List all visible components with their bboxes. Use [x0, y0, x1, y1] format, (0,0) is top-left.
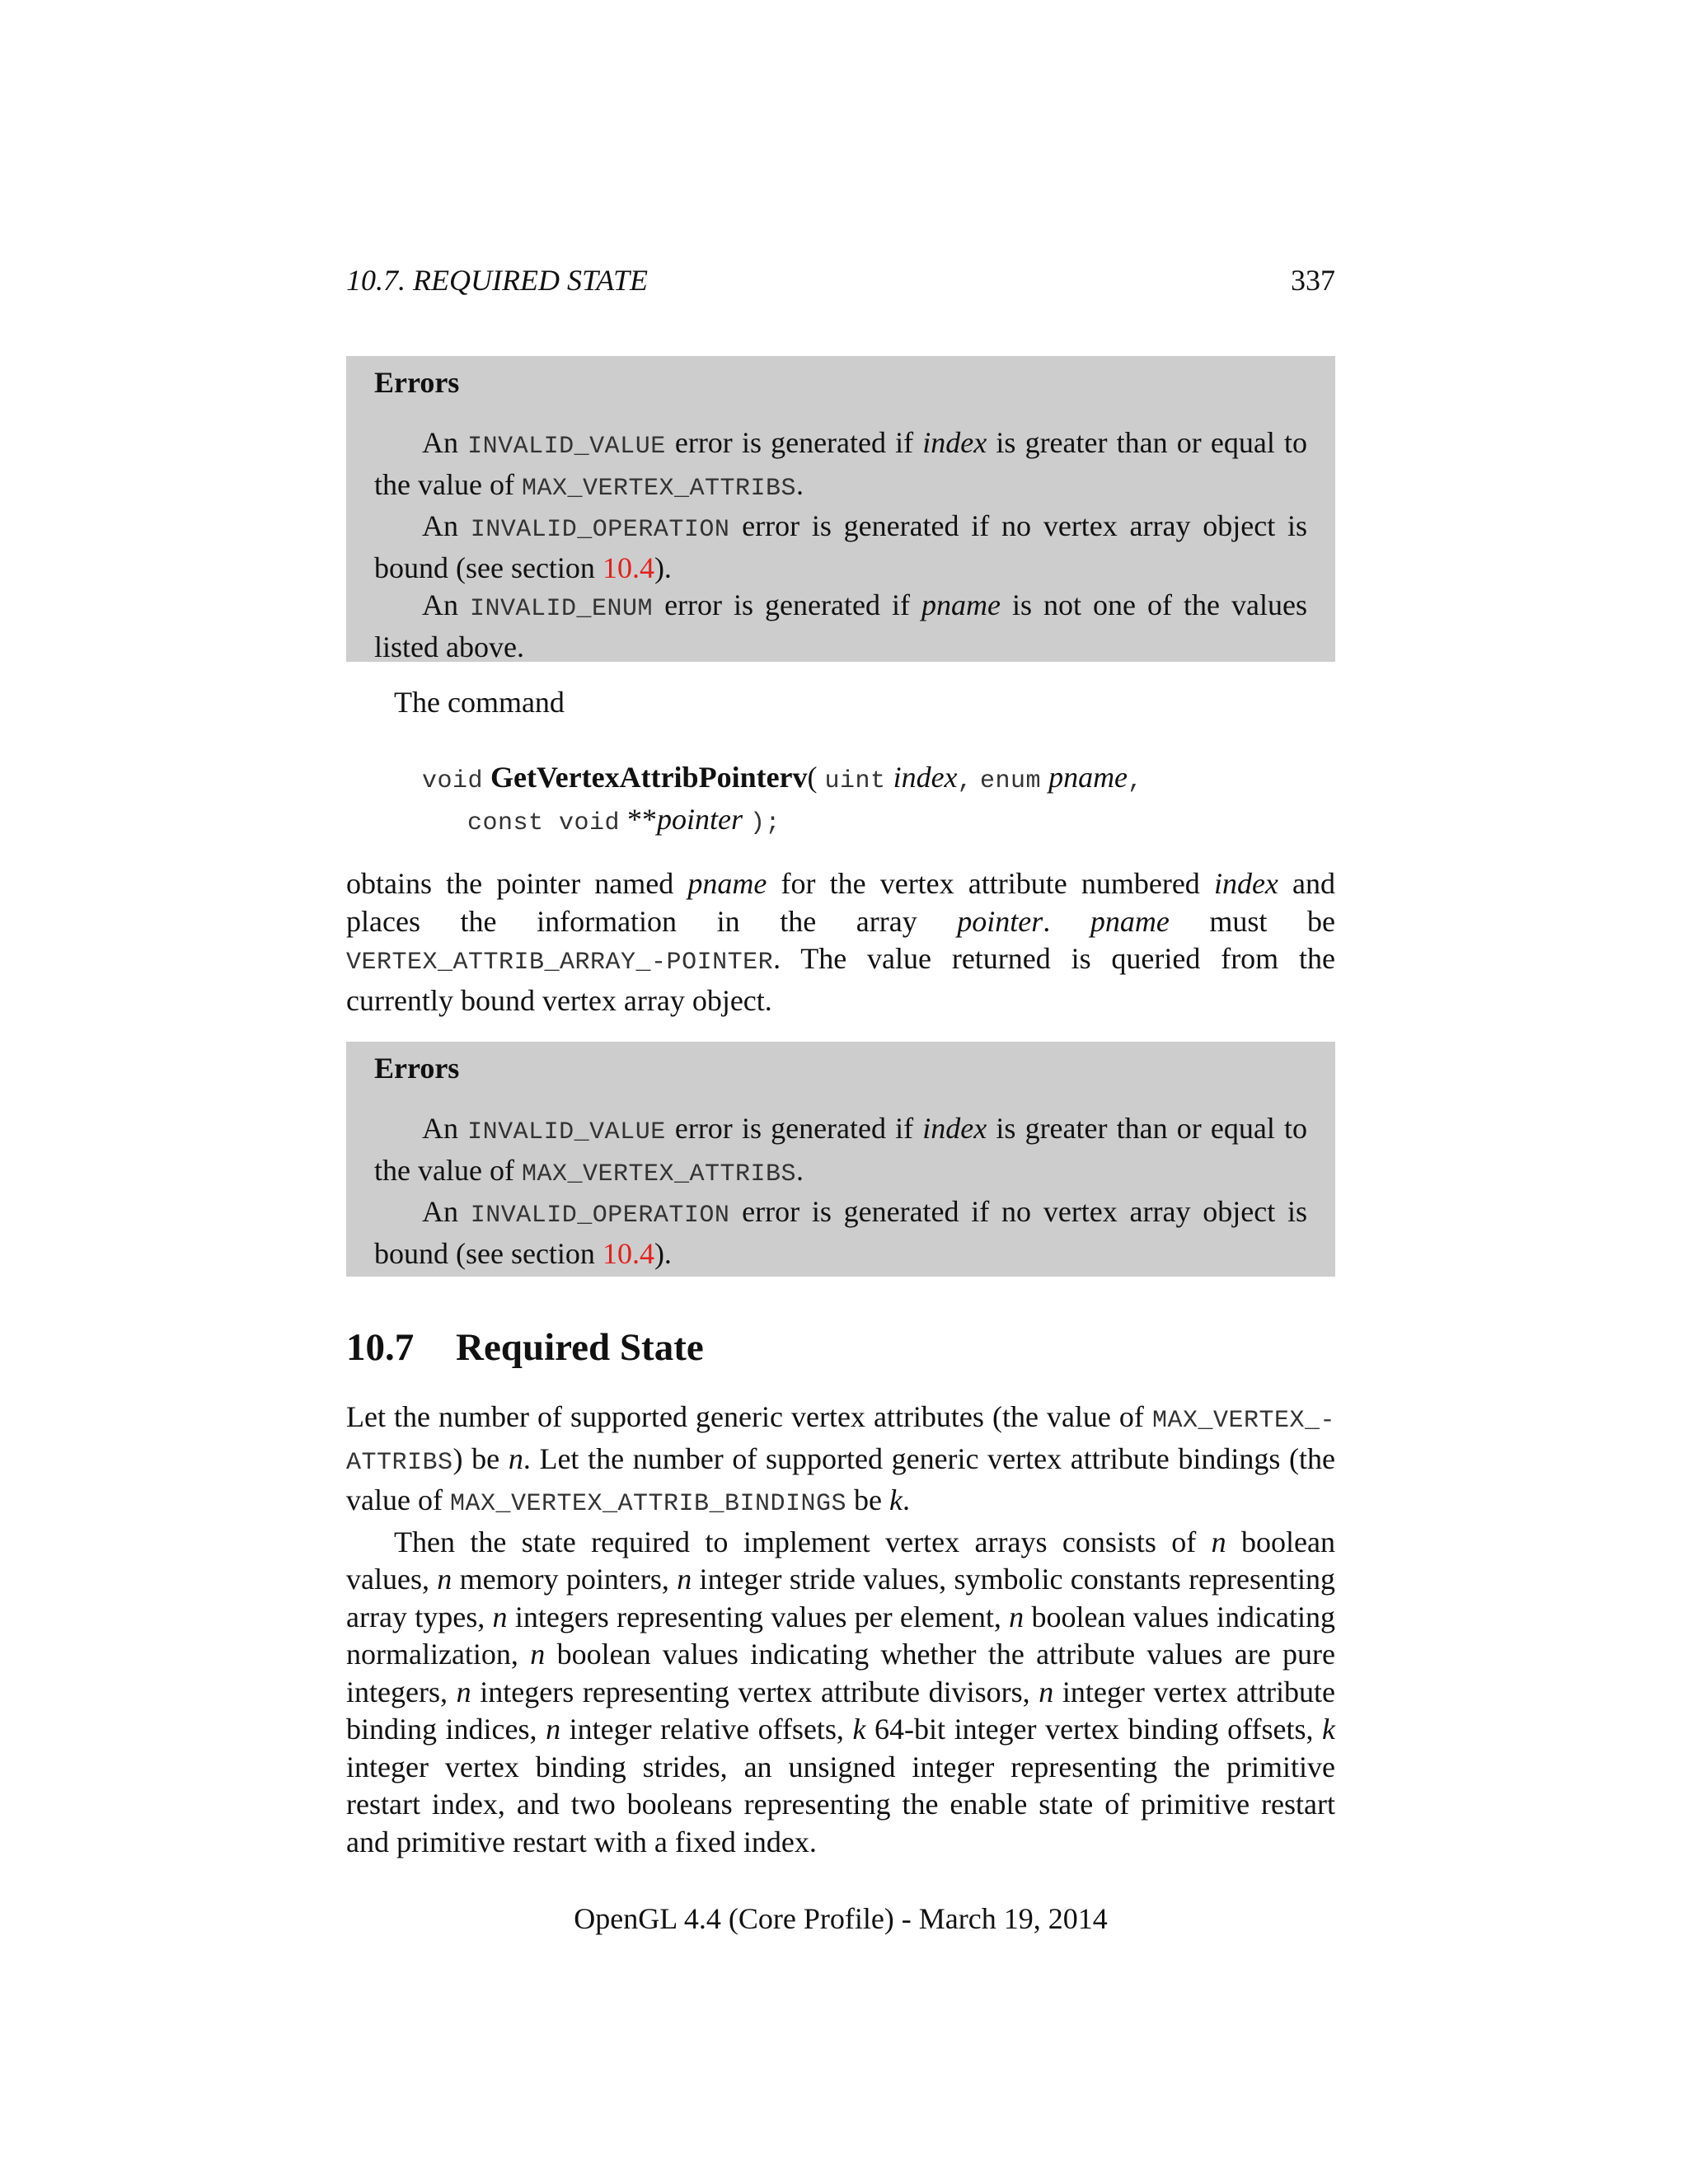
header-section: 10.7. REQUIRED STATE	[346, 264, 648, 297]
description-paragraph: obtains the pointer named pname for the vertex attribute numbered index and places the information in the array pointer. pname must be VERTEX_ATTRIB_ARRAY_-POINTER. The value returned is queried from the currently bound vertex array object.	[346, 867, 1336, 1017]
errors-box-2	[346, 1042, 1335, 1277]
document-page	[346, 0, 1335, 2184]
section-number: 10.7	[346, 1326, 415, 1369]
section-link[interactable]: 10.4	[602, 551, 654, 584]
section-heading	[346, 1323, 704, 1372]
function-name: GetVertexAttribPointerv	[490, 761, 808, 794]
error-paragraph: An INVALID_VALUE error is generated if index is greater than or equal to the value of MAX_VERTEX_ATTRIBS.	[374, 426, 1308, 503]
page-number: 337	[1291, 264, 1335, 297]
intro-text: The command	[394, 686, 565, 719]
errors-title: Errors	[374, 366, 460, 399]
error-paragraph: An INVALID_OPERATION error is generated if no vertex array object is bound (see section 10.4).	[374, 1195, 1308, 1270]
errors-box-1	[346, 356, 1335, 662]
section-link[interactable]: 10.4	[602, 1236, 654, 1270]
section-paragraph-2: Then the state required to implement vertex arrays consists of n boolean values, n memory pointers, n integer stride values, symbolic constants representing array types, n integers representing values per element, n boolean values indicating normalization, n boolean values indicating whether the attribute values are pure integers, n integers representing vertex attribute divisors, n integer vertex attribute binding indices, n integer relative offsets, k 64-bit integer vertex binding offsets, k integer vertex binding strides, an unsigned integer representing the primitive restart index, and two booleans representing the enable state of primitive restart and primitive restart with a fixed index.	[346, 1525, 1335, 1858]
error-paragraph: An INVALID_VALUE error is generated if index is greater than or equal to the value of MAX_VERTEX_ATTRIBS.	[374, 1112, 1308, 1188]
errors-title: Errors	[374, 1052, 460, 1085]
section-paragraph-1: Let the number of supported generic vertex attributes (the value of MAX_VERTEX_-ATTRIBS) be n. Let the number of supported generic vertex attribute bindings (the value of MAX_VERTEX_ATTRIB_BINDINGS be k.	[346, 1400, 1336, 1518]
function-prototype: void GetVertexAttribPointerv( uint index, enum pname, const void **pointer );	[422, 761, 1143, 837]
running-header	[346, 259, 1335, 302]
error-paragraph: An INVALID_ENUM error is generated if pname is not one of the values listed above.	[374, 588, 1307, 663]
error-paragraph: An INVALID_OPERATION error is generated if no vertex array object is bound (see section 10.4).	[374, 509, 1308, 584]
section-title-text: Required State	[456, 1326, 704, 1369]
page-footer: OpenGL 4.4 (Core Profile) - March 19, 2014	[574, 1902, 1108, 1935]
section-body	[346, 1399, 1335, 1861]
